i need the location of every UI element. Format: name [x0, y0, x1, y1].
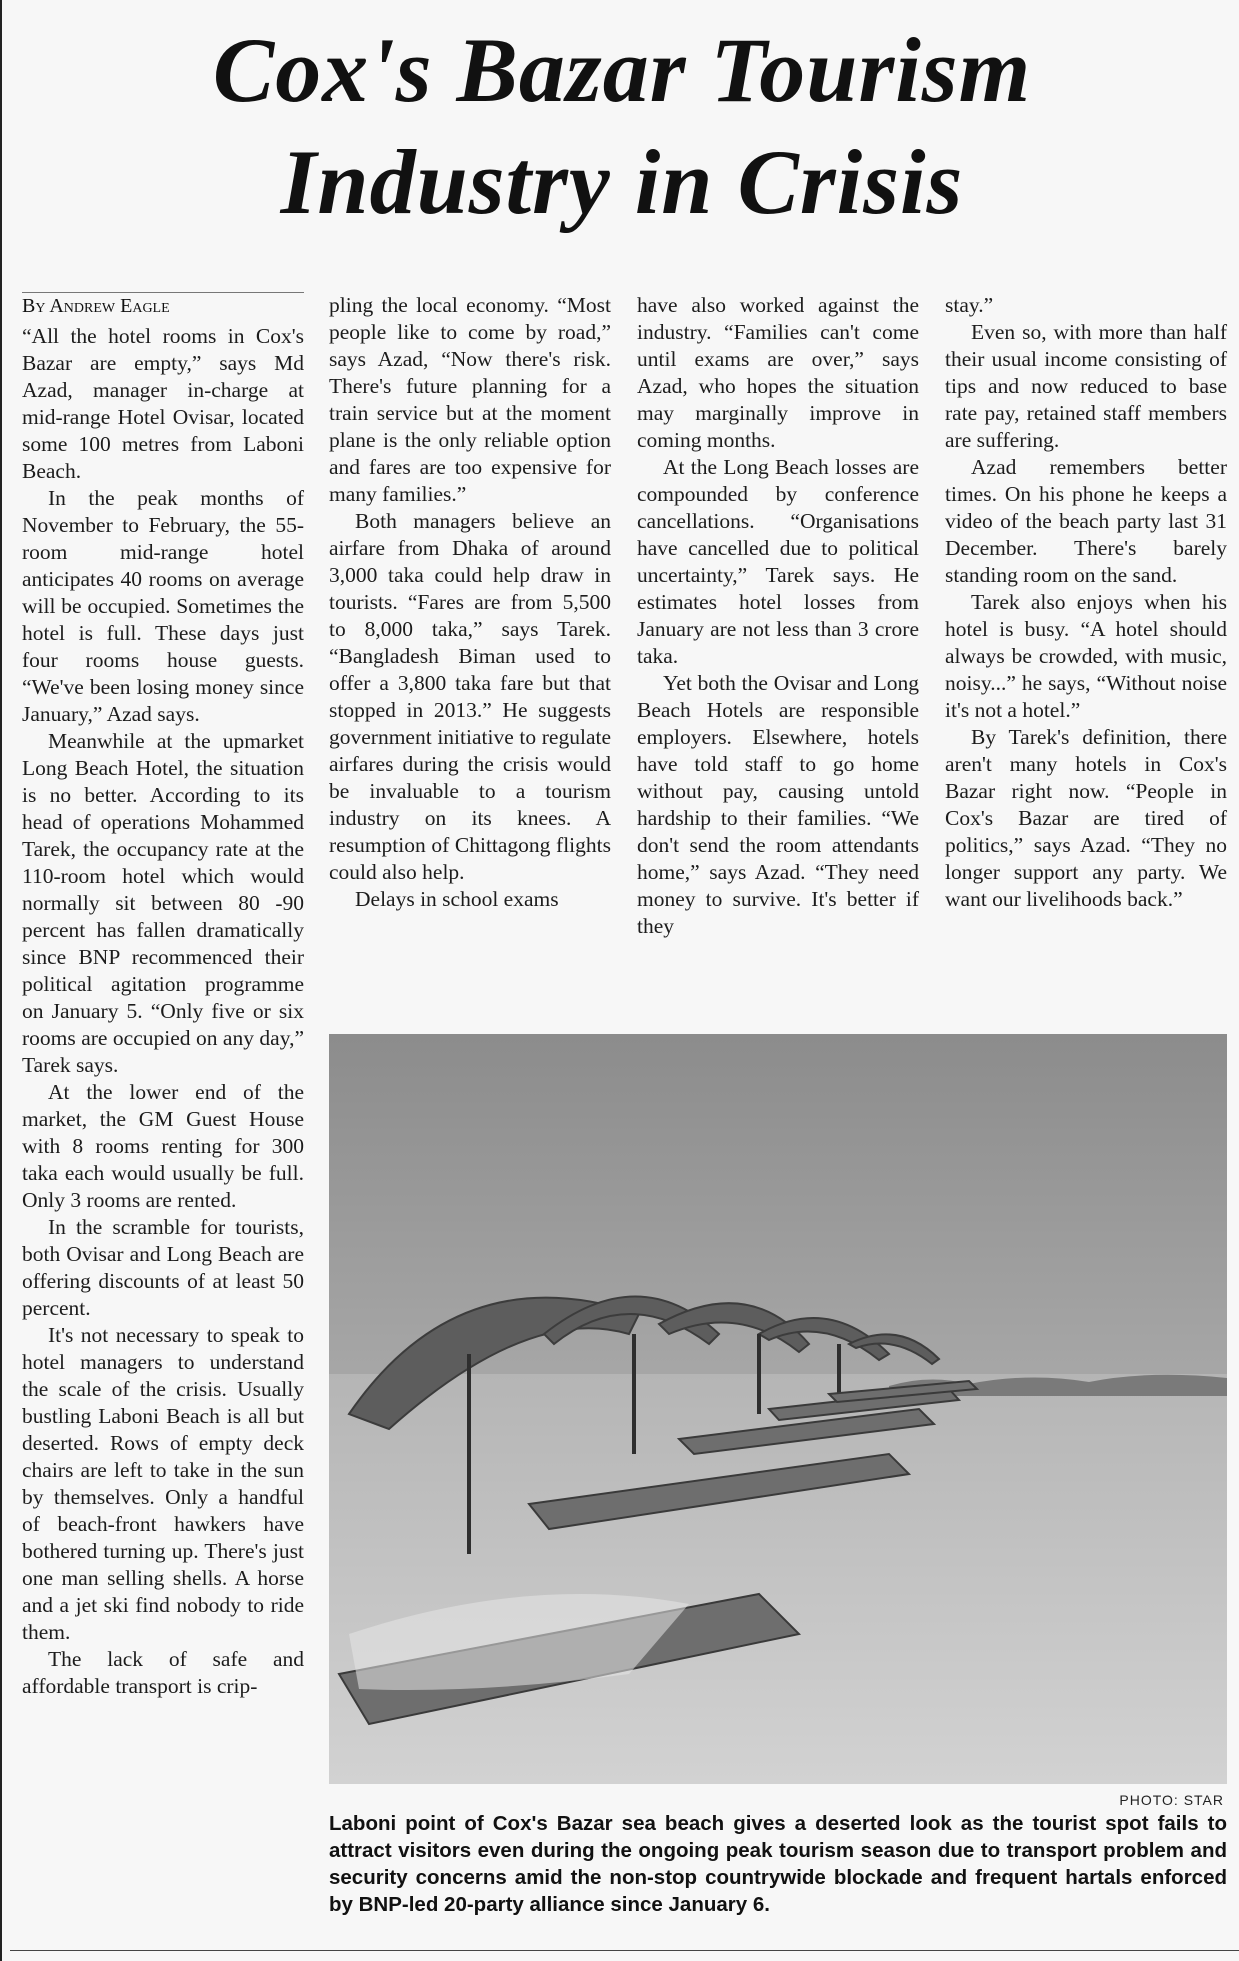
paragraph: Azad remembers better times. On his phone he keeps a video of the beach party last 31 December. There's barely standing room on the sand.	[945, 455, 1227, 587]
headline-line-1: Cox's Bazar Tourism	[212, 19, 1032, 121]
paragraph: At the Long Beach losses are compounded by conference cancellations. “Organisations have cancelled due to political uncertainty,” Tarek says. He estimates hotel losses from January are not less than 3 crore taka.	[637, 455, 919, 668]
paragraph: have also worked against the industry. “Families can't come until exams are over,” says Azad, who hopes the situation may marginally improve in coming months.	[637, 293, 919, 452]
paragraph: stay.”	[945, 293, 994, 317]
paragraph: Tarek also enjoys when his hotel is busy. “A hotel should always be crowded, with music, noisy...” he says, “Without noise it's not a hotel.”	[945, 590, 1227, 722]
paragraph: Delays in school exams	[355, 887, 559, 911]
article-column-2	[329, 292, 611, 913]
paragraph: pling the local economy. “Most people like to come by road,” says Azad, “Now there's risk. There's future planning for a train service but at the moment plane is the only reliable option and fares are too expensive for many families.”	[329, 293, 611, 506]
article-column-3	[637, 292, 919, 940]
paragraph: “All the hotel rooms in Cox's Bazar are empty,” says Md Azad, manager in-charge at mid-range Hotel Ovisar, located some 100 metres from Laboni Beach.	[22, 324, 304, 483]
photo-caption: Laboni point of Cox's Bazar sea beach gives a deserted look as the tourist spot fails to attract visitors even during the ongoing peak tourism season due to transport problem and security concerns amid the non-stop countrywide blockade and frequent hartals enforced by BNP-led 20-party alliance since January 6.	[329, 1812, 1227, 1916]
bottom-divider	[10, 1950, 1239, 1951]
article-column-1	[22, 292, 304, 1700]
headline	[22, 14, 1222, 238]
beach-umbrellas-illustration	[329, 1034, 1227, 1784]
byline: By Andrew Eagle	[22, 292, 304, 319]
paragraph: Even so, with more than half their usual income consisting of tips and now reduced to base rate pay, retained staff members are suffering.	[945, 320, 1227, 452]
paragraph: Meanwhile at the upmarket Long Beach Hotel, the situation is no better. According to its head of operations Mohammed Tarek, the occupancy rate at the 110-room hotel which would normally sit between 80 -90 percent has fallen dramatically since BNP recommenced their political agitation programme on January 5. “Only five or six rooms are occupied on any day,” Tarek says.	[22, 729, 304, 1077]
paragraph: In the peak months of November to February, the 55-room mid-range hotel anticipates 40 rooms on average will be occupied. Sometimes the hotel is full. These days just four rooms house guests. “We've been losing money since January,” Azad says.	[22, 486, 304, 726]
headline-line-2: Industry in Crisis	[280, 131, 964, 233]
paragraph: It's not necessary to speak to hotel managers to understand the scale of the crisis. Usually bustling Laboni Beach is all but deserted. Rows of empty deck chairs are left to take in the sun by themselves. Only a handful of beach-front hawkers have bothered turning up. There's just one man selling shells. A horse and a jet ski find nobody to ride them.	[22, 1323, 304, 1644]
paragraph: At the lower end of the market, the GM Guest House with 8 rooms renting for 300 taka each would usually be full. Only 3 rooms are rented.	[22, 1080, 304, 1212]
paragraph: By Tarek's definition, there aren't many hotels in Cox's Bazar right now. “People in Cox's Bazar are tired of politics,” says Azad. “They no longer support any party. We want our livelihoods back.”	[945, 725, 1227, 911]
photo-credit: PHOTO: STAR	[1119, 1792, 1224, 1808]
paragraph: Both managers believe an airfare from Dhaka of around 3,000 taka could help draw in tourists. “Fares are from 5,500 to 8,000 taka,” says Tarek. “Bangladesh Biman used to offer a 3,800 taka fare but that stopped in 2013.” He suggests government initiative to regulate airfares during the crisis would be invaluable to a tourism industry on its knees. A resumption of Chittagong flights could also help.	[329, 509, 611, 884]
paragraph: In the scramble for tourists, both Ovisar and Long Beach are offering discounts of at least 50 percent.	[22, 1215, 304, 1320]
beach-photo	[329, 1034, 1227, 1784]
article-column-4	[945, 292, 1227, 913]
paragraph: Yet both the Ovisar and Long Beach Hotels are responsible employers. Elsewhere, hotels have told staff to go home without pay, causing untold hardship to their families. “We don't send the room attendants home,” says Azad. “They need money to survive. It's better if they	[637, 671, 919, 938]
paragraph: The lack of safe and affordable transport is crip-	[22, 1647, 304, 1698]
